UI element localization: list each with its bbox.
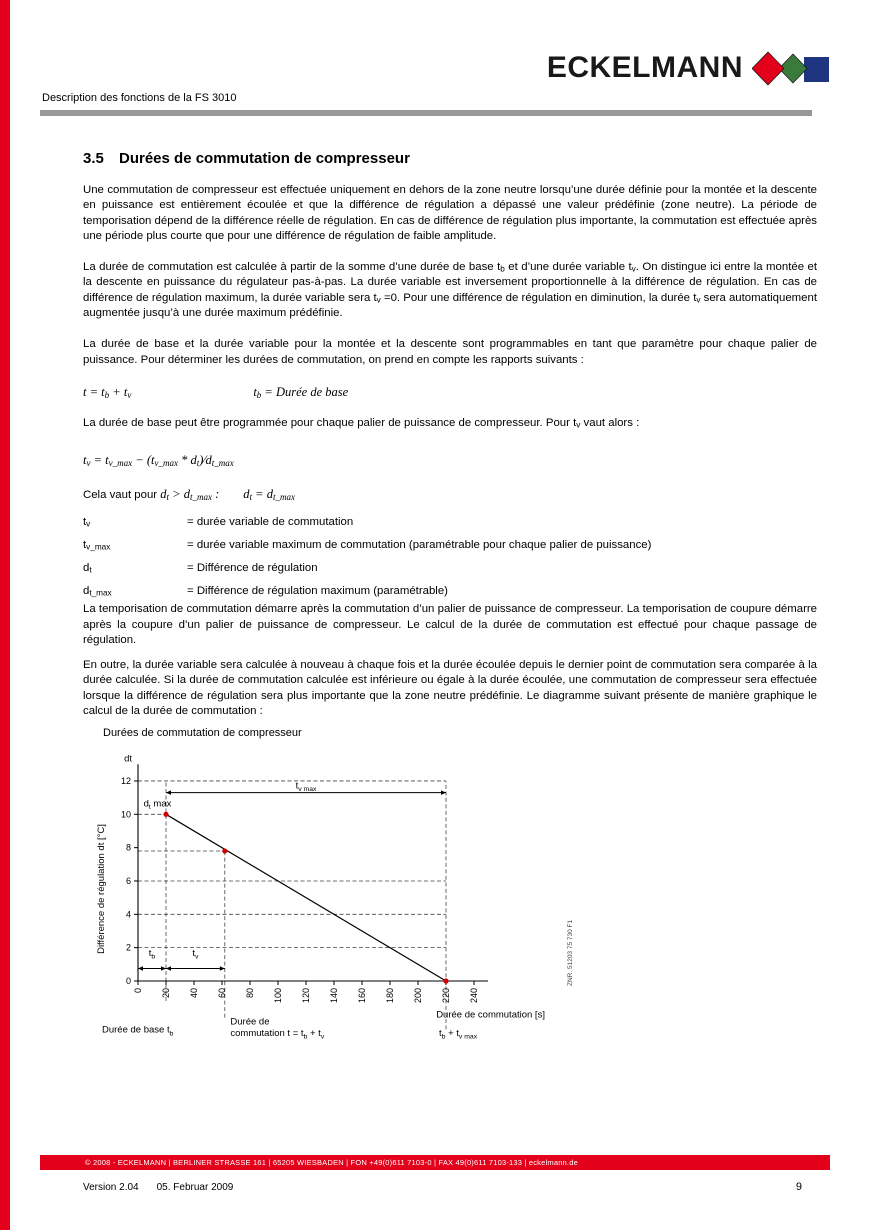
svg-text:8: 8 bbox=[125, 842, 131, 853]
svg-text:40: 40 bbox=[189, 988, 199, 999]
compressor-switching-chart bbox=[90, 741, 590, 1056]
paragraph-duree-commutation: La durée de commutation est calculée à partir de la somme d’une durée de base $t_b$ et d’une durée variable $t_v$. On distingue ici entre la montée et la descente en puissance du régulateur pas-à-pas. La durée variable est inversement proportionnelle à la différence de régulation. En cas de différence de régulation maximum, la durée variable sera $t_v =0$. Pour une différence de régulation en diminution, la durée $t_v$ sera automatiquement augmentée jusqu’à une durée maximum prédéfinie. bbox=[83, 261, 818, 320]
definition-row bbox=[83, 562, 817, 574]
footer-meta bbox=[83, 1181, 830, 1193]
header-rule bbox=[40, 110, 812, 116]
condition-prefix: Cela vaut pour bbox=[83, 489, 161, 502]
condition-line bbox=[83, 487, 817, 502]
svg-text:240: 240 bbox=[469, 988, 479, 1004]
chart-title: Durées de commutation de compresseur bbox=[103, 727, 302, 740]
svg-text:tb: $t_b$ bbox=[148, 948, 156, 961]
definition-text: = durée variable maximum de commutation (paramétrable pour chaque palier de puissance) bbox=[187, 539, 652, 552]
definition-row bbox=[83, 516, 817, 528]
svg-text:80: 80 bbox=[245, 988, 255, 999]
svg-text:commutation t = tb + tv: commutation $t = t_b + t_v$ bbox=[230, 1028, 325, 1041]
svg-text:Différence de régulation dt [°: Différence de régulation dt [°C] bbox=[96, 824, 107, 955]
chart-block bbox=[90, 727, 817, 1061]
svg-text:0: 0 bbox=[125, 976, 131, 987]
definition-list bbox=[83, 516, 817, 597]
paragraph-diagramme: En outre, la durée variable sera calculée à nouveau à chaque fois et la durée écoulée depuis le dernier point de commutation sera comparée à la durée calculée. Si la durée de commutation calculée est inférieure ou égale à la durée écoulée, une commutation de compresseur sera effectuée lorsque la différence de régulation sera plus importante que la zone neutre prédéfinie. Le diagramme suivant présente de manière graphique le calcul de la durée de commutation : bbox=[83, 659, 817, 718]
svg-text:220: 220 bbox=[441, 988, 451, 1004]
condition-result: $d_t = d_{t\_max}$ bbox=[243, 487, 295, 503]
paragraph-tv-intro: La durée de base peut être programmée pour chaque palier de puissance de compresseur. Pour $t_v$ vaut alors : bbox=[83, 416, 640, 430]
paragraph-temporisation: La temporisation de commutation démarre après la commutation d’un palier de puissance de compresseur. La temporisation de coupure démarre après la coupure d’un palier de puissance de compresseur. Le calcul de la durée de commutation est effectué pour chaque passage de régulation. bbox=[83, 603, 817, 646]
condition-inequality: $d_t > d_{t\_max}$ : bbox=[160, 487, 220, 503]
definition-row bbox=[83, 585, 817, 597]
paragraph-intro: Une commutation de compresseur est effectuée uniquement en dehors de la zone neutre lorsqu’une durée définie pour la montée et la descente en puissance est entièrement écoulée et que la différence de régulation a dépassé une valeur prédéfinie (zone neutre). La période de temporisation dépend de la différence réelle de régulation. En cas de différence de régulation plus importante, la commutation est effectuée après une période plus courte que pour une différence de régulation de faible amplitude. bbox=[83, 184, 817, 242]
page-number: 9 bbox=[795, 1181, 802, 1193]
brand-stripe bbox=[0, 0, 10, 1230]
definition-text: = Différence de régulation bbox=[187, 562, 318, 575]
svg-text:0: 0 bbox=[133, 988, 143, 994]
formula-base-time: $t_b$ = Durée de base bbox=[253, 384, 349, 400]
svg-text:180: 180 bbox=[385, 988, 395, 1004]
svg-text:4: 4 bbox=[125, 909, 131, 920]
section-title: Durées de commutation de compresseur bbox=[119, 150, 410, 167]
section-number: 3.5 bbox=[83, 150, 104, 167]
svg-text:100: 100 bbox=[273, 988, 283, 1004]
formula-total-time: $t = t_b + t_v$ bbox=[83, 384, 132, 400]
logo-blue-square bbox=[804, 57, 829, 82]
definition-term: $d_{t\_max}$ bbox=[83, 585, 112, 598]
svg-text:20: 20 bbox=[161, 988, 171, 999]
svg-text:tv: $t_v$ bbox=[192, 948, 199, 961]
svg-text:60: 60 bbox=[217, 988, 227, 999]
logo-red-diamond bbox=[752, 52, 784, 85]
footer-copyright-bar: © 2008 - ECKELMANN | BERLINER STRASSE 161 | 65205 WIESBADEN | FON +49(0)611 7103-0 | FAX 49(0)611 7103-133 | eckelmann.de bbox=[40, 1155, 830, 1170]
eckelmann-logo bbox=[547, 50, 830, 86]
svg-text:2: 2 bbox=[125, 943, 131, 954]
logo-wordmark: ECKELMANN bbox=[546, 51, 743, 84]
svg-text:10: 10 bbox=[120, 809, 131, 820]
svg-text:160: 160 bbox=[357, 988, 367, 1004]
formula-variable-time-block bbox=[83, 451, 817, 469]
svg-text:tb + tv max: $t_b + t_{v max}$ bbox=[439, 1028, 478, 1041]
header-doc-title: Description des fonctions de la FS 3010 bbox=[42, 92, 237, 104]
svg-text:Durée de: Durée de bbox=[230, 1016, 270, 1028]
svg-text:140: 140 bbox=[329, 988, 339, 1004]
svg-text:dt: dt bbox=[124, 753, 132, 765]
svg-text:6: 6 bbox=[125, 876, 131, 887]
definition-row bbox=[83, 539, 817, 551]
version-block bbox=[83, 1182, 233, 1193]
eckelmann-logo-mark bbox=[752, 50, 830, 86]
document-body bbox=[83, 150, 817, 1061]
svg-text:120: 120 bbox=[301, 988, 311, 1004]
chart-canvas bbox=[90, 741, 817, 1061]
svg-text:12: 12 bbox=[120, 776, 131, 787]
svg-text:Durée de base tb: Durée de base $t_b$ bbox=[102, 1025, 174, 1038]
definition-term: $t_v$ bbox=[83, 516, 91, 529]
definition-term: $d_t$ bbox=[83, 562, 92, 575]
svg-text:200: 200 bbox=[413, 988, 423, 1004]
definition-text: = Différence de régulation maximum (paramétrable) bbox=[187, 585, 448, 598]
paragraph-duree-base: La durée de base et la durée variable pour la montée et la descente sont programmables en tant que paramètre pour chaque palier de puissance. Pour déterminer les durées de commutation, on prend en compte les rapports suivants : bbox=[83, 338, 817, 366]
svg-text:ZNR. 51203 75 730 F1: ZNR. 51203 75 730 F1 bbox=[567, 920, 574, 987]
definition-term: $t_{v\_max}$ bbox=[83, 539, 111, 552]
definition-text: = durée variable de commutation bbox=[187, 516, 354, 529]
version-label: Version 2.04 bbox=[83, 1182, 139, 1193]
svg-text:tv max: $t_{v max}$ bbox=[295, 780, 317, 794]
page-header bbox=[40, 0, 830, 120]
date-label: 05. Februar 2009 bbox=[156, 1182, 234, 1193]
svg-text:dt max: $d_t$ max bbox=[143, 798, 172, 812]
formula-variable-time: $t_v = t_{v\_max} - (t_{v\_max}$ * $d_t)⁄d_{t\_max}$ bbox=[83, 453, 234, 469]
section-heading bbox=[83, 150, 817, 167]
formula-row bbox=[83, 385, 817, 400]
svg-text:Durée de commutation [s]: Durée de commutation [s] bbox=[436, 1010, 545, 1022]
